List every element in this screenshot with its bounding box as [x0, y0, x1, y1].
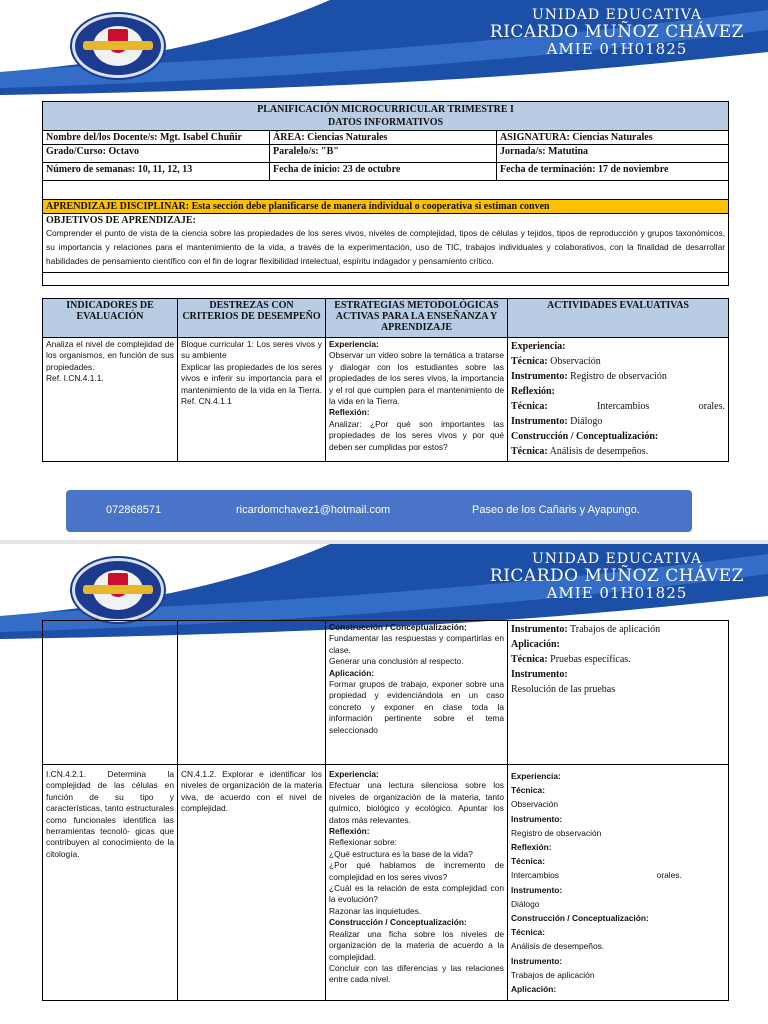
grado-cell: Grado/Curso: Octavo: [43, 145, 270, 163]
contact-footer: [66, 490, 692, 532]
empty-destreza: [178, 621, 326, 765]
estrategia-cell-2: [326, 621, 508, 765]
tecnica-label: Técnica:: [511, 401, 548, 412]
plan-title-1: PLANIFICACIÓN MICROCURRICULAR TRIMESTRE I: [257, 104, 514, 115]
act-instrumento-1: [511, 369, 725, 384]
act-line: Instrumento:: [511, 813, 563, 824]
area-cell: ÁREA: Ciencias Naturales: [270, 131, 497, 145]
objetivos-text: Comprender el punto de vista de la ciencia sobre las propiedades de los seres vivos, niveles de complejidad, tipos de células y tejidos, tipos de reproducción y grupos taxonómicos, su importancia y relaciones para el mantenimiento de la vida, a través de la experimentación, uso de TIC, trabajos individuales y colaborativos, con la finalidad de desarrollar habilidades de pensamiento científico con el fin de lograr flexibilidad intelectual, espíritu indagador y pensamiento crítico.: [46, 228, 726, 266]
act-tecnica-1: [511, 354, 725, 369]
act-line: Reflexión:: [511, 842, 552, 853]
exp-label: Experiencia:: [329, 339, 379, 349]
col-destrezas: DESTREZAS CON CRITERIOS DE DESEMPEÑO: [178, 299, 326, 338]
spacer-cell: [43, 181, 729, 200]
act-line: Instrumento:: [511, 955, 563, 966]
plan-title-2: DATOS INFORMATIVOS: [327, 117, 444, 128]
ref-text: Reflexionar sobre: ¿Qué estructura es la base de la vida? ¿Por qué hablamos de incremento de complejidad en los seres vivos? ¿Cuál es la relación de esta complejidad con la evolución? Razonar las inquietudes.: [329, 837, 504, 916]
act-line: Técnica:: [511, 856, 545, 867]
col-estrategias: ESTRATEGIAS METODOLÓGICAS ACTIVAS PARA LA ENSEÑANZA Y APRENDIZAJE: [326, 299, 508, 338]
act-instrumento: [511, 622, 725, 637]
act-line: Intercambios orales.: [511, 870, 682, 881]
actividades-cell-2: [508, 621, 729, 765]
page1-banner: [0, 0, 768, 95]
instrumento-label: Instrumento:: [511, 624, 568, 635]
school-line1: UNIDAD EDUCATIVA: [531, 7, 702, 23]
tecnica-value: Análisis de desempeños.: [547, 446, 649, 457]
indicador-cell: Analiza el nivel de complejidad de los organismos, en función de sus propiedades. Ref. I.CN.4.1.1.: [43, 338, 178, 462]
aprendizaje-banner: APRENDIZAJE DISCIPLINAR: Esta sección debe planificarse de manera individual o cooperativa si estiman conven: [43, 200, 729, 214]
actividades-cell: [508, 338, 729, 462]
tecnica-value: Intercambios: [597, 401, 650, 412]
school-line2: RICARDO MUÑOZ CHÁVEZ: [489, 22, 744, 42]
spacer-cell-2: [43, 273, 729, 286]
school-line1: UNIDAD EDUCATIVA: [531, 551, 702, 567]
exp-text: Observar un video sobre la temática a tratarse y dialogar con los estudiantes sobre las propiedades de los seres vivos, la importancia y el rol que cumplen para el mantenimiento de la vida en la Tierra.: [329, 350, 504, 407]
estrategia-cell-3: [326, 765, 508, 1001]
con-label: Construcción / Conceptualización:: [329, 917, 467, 928]
estrategia-cell: [326, 338, 508, 462]
act-construccion: Construcción / Conceptualización:: [511, 431, 659, 442]
act-tecnica: [511, 652, 725, 667]
con-text: Fundamentar las respuestas y compartirlas en clase. Generar una conclusión al respecto.: [329, 633, 504, 667]
apl-label: Aplicación:: [329, 667, 375, 678]
docente-cell: Nombre del/los Docente/s: Mgt. Isabel Chuñir: [43, 131, 270, 145]
instrumento-value: Registro de observación: [567, 371, 667, 382]
school-line3: AMIE 01H01825: [546, 584, 688, 602]
act-aplicacion: Aplicación:: [511, 639, 560, 650]
tecnica-value-end: orales.: [698, 401, 725, 412]
act-line: Diálogo: [511, 898, 540, 909]
col-indicadores: INDICADORES DE EVALUACIÓN: [43, 299, 178, 338]
act-line: Técnica:: [511, 927, 545, 938]
destreza-cell-2: CN.4.1.2. Explorar e identificar los niveles de organización de la materia viva, de acuerdo con el nivel de complejidad.: [178, 765, 326, 1001]
act-line: Registro de observación: [511, 827, 602, 838]
con-text: Realizar una ficha sobre los niveles de organización de la materia de acuerdo a la complejidad. Concluir con las diferencias y las relaciones entre cada nivel.: [329, 928, 504, 985]
school-line2: RICARDO MUÑOZ CHÁVEZ: [489, 566, 744, 586]
exp-label: Experiencia:: [329, 769, 379, 779]
apl-text: Formar grupos de trabajo, exponer sobre una propiedad y evidenciándola en un caso concreto y exponer en clase toda la información pertinente sobre el tema seleccionado: [329, 679, 504, 735]
info-table: [42, 101, 729, 286]
act-instrumento-label: Instrumento:: [511, 669, 568, 680]
col-actividades: ACTIVIDADES EVALUATIVAS: [508, 299, 729, 338]
school-line3: AMIE 01H01825: [546, 40, 688, 58]
instrumento-value: Diálogo: [567, 416, 603, 427]
tecnica-label: Técnica:: [511, 654, 548, 665]
act-line: Trabajos de aplicación: [511, 969, 595, 980]
tecnica-label: Técnica:: [511, 446, 548, 457]
tecnica-label: Técnica:: [511, 356, 548, 367]
instrumento-label: Instrumento:: [511, 371, 568, 382]
act-exp: Experiencia:: [511, 341, 566, 352]
school-name-block: [490, 8, 744, 57]
instrumento-label: Instrumento:: [511, 416, 568, 427]
destreza-cell: Bloque curricular 1: Los seres vivos y su ambiente Explicar las propiedades de los seres vivos e inferir su importancia para el mantenimiento de la vida en la Tierra. Ref. CN.4.1.1: [178, 338, 326, 462]
act-instrumento-2: [511, 414, 725, 429]
act-reflexion: Reflexión:: [511, 386, 555, 397]
act-line: Técnica:: [511, 785, 545, 796]
con-label: Construcción / Conceptualización:: [329, 622, 467, 632]
semanas-cell: Número de semanas: 10, 11, 12, 13: [43, 163, 270, 181]
terminacion-cell: Fecha de terminación: 17 de noviembre: [497, 163, 729, 181]
footer-phone: 072868571: [106, 504, 162, 516]
asignatura-cell: ASIGNATURA: Ciencias Naturales: [497, 131, 729, 145]
ref-label: Reflexión:: [329, 407, 370, 418]
act-line: Observación: [511, 799, 559, 810]
school-logo: [72, 558, 164, 622]
ref-label: Reflexión:: [329, 826, 370, 837]
paralelo-cell: Paralelo/s: "B": [270, 145, 497, 163]
act-resolucion: Resolución de las pruebas: [511, 684, 616, 695]
act-line: Instrumento:: [511, 884, 563, 895]
empty-indicador: [43, 621, 178, 765]
exp-text: Efectuar una lectura silenciosa sobre los niveles de organización de la materia, tanto químico, biológico y ecológico. Apuntar los datos más relevantes.: [329, 780, 504, 825]
act-line: Construcción / Conceptualización:: [511, 913, 649, 924]
tecnica-value: Observación: [547, 356, 601, 367]
act-line: Experiencia:: [511, 771, 561, 781]
tecnica-value: Pruebas específicas.: [547, 654, 631, 665]
footer-address: Paseo de los Cañaris y Ayapungo.: [472, 504, 640, 516]
act-tecnica-3: [511, 444, 725, 459]
indicador-cell-2: I.CN.4.2.1. Determina la complejidad de las células en función de su tipo y características, tanto estructurales como funcionales identifica las herramientas tecnoló- gicas que contribuyen al conocimiento de la citología.: [43, 765, 178, 1001]
inicio-cell: Fecha de inicio: 23 de octubre: [270, 163, 497, 181]
instrumento-value: Trabajos de aplicación: [567, 624, 661, 635]
act-line: Análisis de desempeños.: [511, 941, 605, 952]
act-tecnica-2: [511, 399, 725, 414]
plan-title: [43, 102, 729, 131]
jornada-cell: Jornada/s: Matutina: [497, 145, 729, 163]
school-name-block: [490, 552, 744, 601]
actividades-cell-3: [508, 765, 729, 1001]
footer-email: ricardomchavez1@hotmail.com: [236, 504, 391, 516]
main-table-p1: [42, 298, 729, 462]
objetivos-cell: [43, 214, 729, 273]
main-table-p2: [42, 620, 729, 1001]
objetivos-label: OBJETIVOS DE APRENDIZAJE:: [46, 215, 196, 226]
act-line: Aplicación:: [511, 984, 557, 995]
school-logo: [72, 14, 164, 78]
ref-text: Analizar: ¿Por qué son importantes las propiedades de los seres vivos y por qué deben ser cumplidas por estos?: [329, 418, 504, 452]
